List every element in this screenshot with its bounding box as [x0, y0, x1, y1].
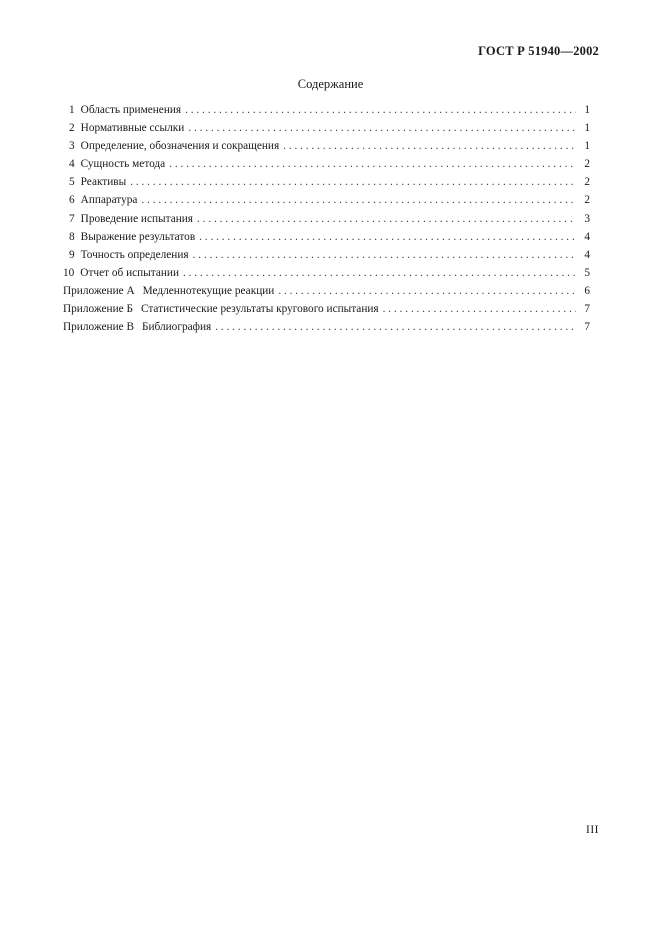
toc-entry-page: 2 [584, 176, 590, 189]
document-code: ГОСТ Р 51940—2002 [478, 44, 599, 58]
toc-entry-label: Проведение испытания [80, 212, 194, 225]
toc-appendix-entry[interactable] [63, 318, 590, 336]
toc-title: Содержание [297, 77, 364, 91]
toc-entry-number: 5 [69, 176, 75, 189]
toc-appendix-prefix: Приложение Б [63, 303, 133, 316]
toc-entry-label: Нормативные ссылки [80, 122, 185, 135]
toc-entry-label: Сущность метода [80, 158, 166, 171]
toc-entry-label: Медленнотекущие реакции [142, 284, 275, 297]
toc-entry-page: 1 [584, 104, 590, 116]
toc-entry-label: Выражение результатов [80, 230, 196, 243]
toc-entry-page: 4 [584, 230, 590, 243]
toc-appendix-prefix: Приложение В [63, 321, 134, 334]
toc-leader-dots [199, 228, 576, 246]
toc-leader-dots [278, 282, 576, 300]
toc-leader-dots [383, 300, 576, 318]
toc-entry-page: 7 [584, 303, 590, 316]
toc-entry-page: 6 [584, 284, 590, 297]
toc-entry-number: 8 [69, 230, 75, 243]
toc-entry-number: 9 [69, 248, 75, 261]
toc-appendix-entry[interactable] [63, 300, 590, 318]
toc-entry-page: 1 [584, 140, 590, 153]
toc-leader-dots [215, 318, 576, 336]
toc-entry[interactable] [63, 137, 590, 155]
toc-entry[interactable] [63, 101, 590, 119]
toc-entry-label: Область применения [80, 104, 182, 116]
toc-entry-page: 7 [584, 321, 590, 334]
toc-entry-label: Определение, обозначения и сокращения [80, 140, 280, 153]
toc-entry-number: 2 [69, 122, 75, 135]
toc-entry-page: 4 [584, 248, 590, 261]
toc-entry-page: 1 [584, 122, 590, 135]
toc-entry[interactable] [63, 246, 590, 264]
toc-entry-page: 2 [584, 194, 590, 207]
toc-entry-page: 5 [584, 266, 590, 279]
toc-entry-label: Аппаратура [80, 194, 138, 207]
toc-leader-dots [183, 264, 576, 282]
toc-entry-page: 3 [584, 212, 590, 225]
toc-entry-number: 7 [69, 212, 75, 225]
toc-entry[interactable] [63, 155, 590, 173]
toc-entry-number: 3 [69, 140, 75, 153]
toc-entry-number: 6 [69, 194, 75, 207]
toc-entry[interactable] [63, 228, 590, 246]
toc-leader-dots [197, 210, 576, 228]
toc-entry[interactable] [63, 210, 590, 228]
toc-leader-dots [141, 191, 576, 209]
toc-entry-label: Статистические результаты кругового испытания [140, 303, 379, 316]
toc-entry[interactable] [63, 119, 590, 137]
toc-entry-number: 1 [69, 104, 75, 116]
toc-entry-label: Библиография [142, 321, 212, 334]
page-number: III [586, 824, 599, 836]
toc-leader-dots [193, 246, 576, 264]
toc-entry[interactable] [63, 191, 590, 209]
toc-leader-dots [169, 155, 576, 173]
toc-appendix-entry[interactable] [63, 282, 590, 300]
toc-leader-dots [185, 101, 576, 119]
toc-entry-label: Отчет об испытании [80, 266, 179, 279]
toc-leader-dots [130, 173, 576, 191]
toc-entry-label: Точность определения [80, 248, 189, 261]
toc-entry-number: 4 [69, 158, 75, 171]
toc-entry-page: 2 [584, 158, 590, 171]
toc-entry-label: Реактивы [80, 176, 127, 189]
toc-entry-number: 10 [63, 266, 75, 279]
toc-entry[interactable] [63, 264, 590, 282]
table-of-contents [63, 101, 590, 336]
toc-leader-dots [283, 137, 576, 155]
toc-entry[interactable] [63, 173, 590, 191]
toc-appendix-prefix: Приложение А [63, 284, 135, 297]
toc-leader-dots [188, 119, 576, 137]
